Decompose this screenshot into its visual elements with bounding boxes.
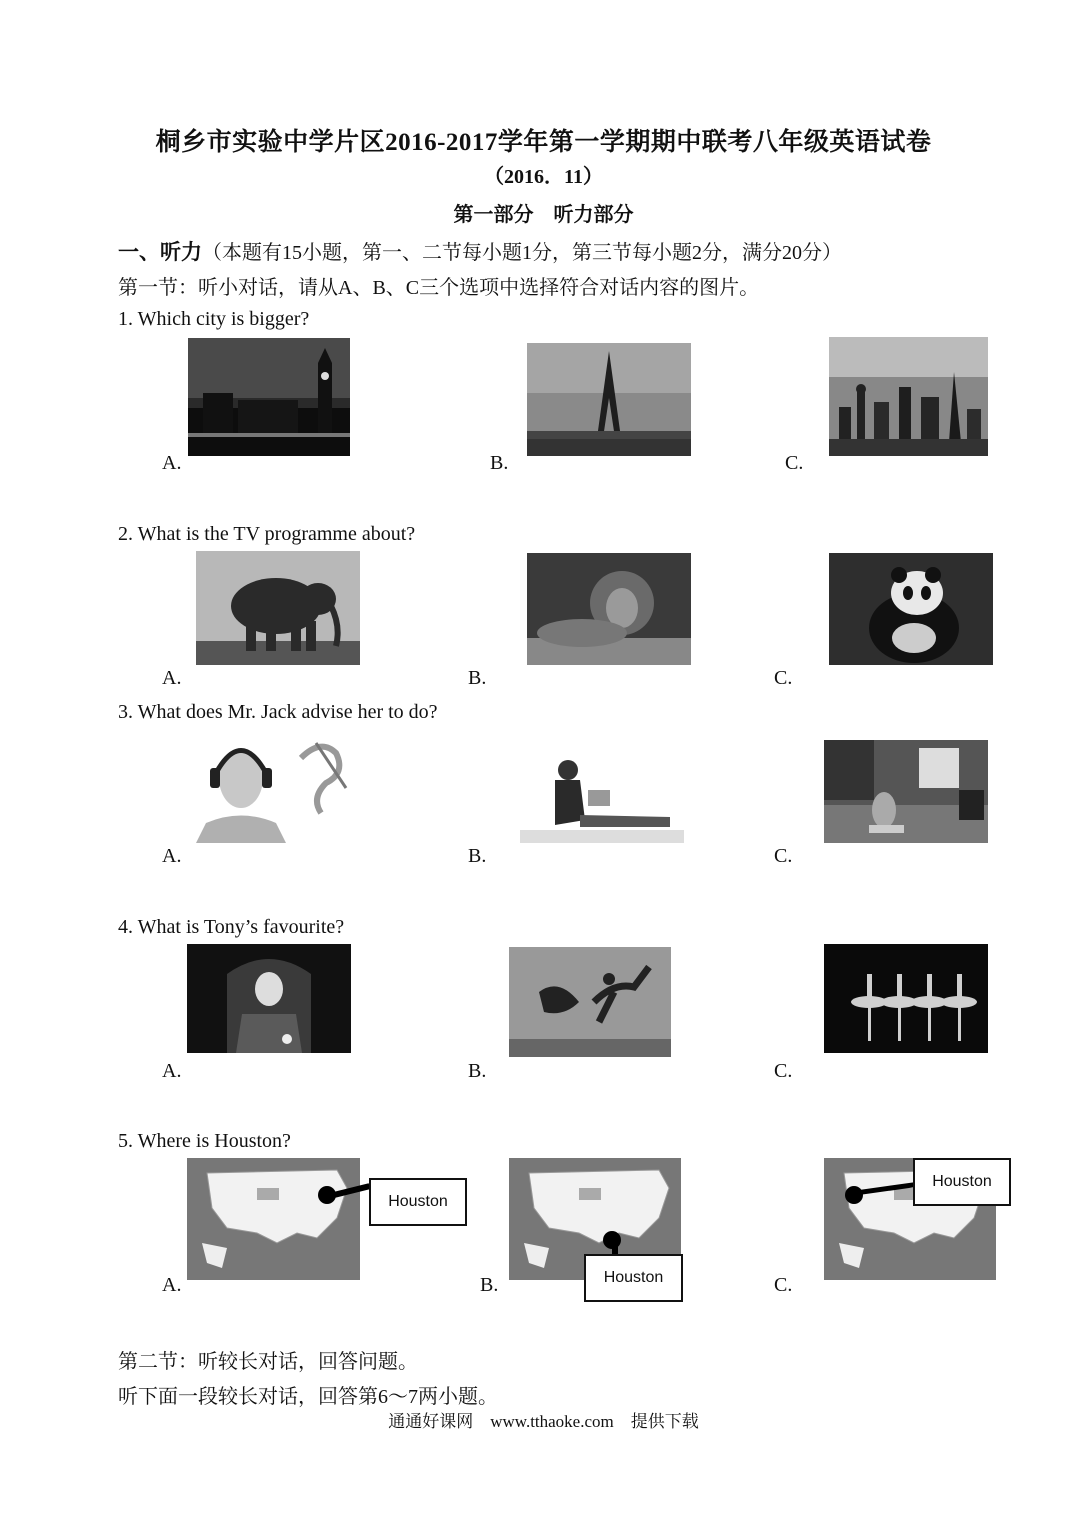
subsection-2-heading: 第二节：听较长对话，回答问题。 (118, 1351, 418, 1373)
q5-option-b[interactable]: B. (480, 1274, 499, 1296)
eiffel-tower-graphic (527, 343, 691, 456)
lion-image (527, 553, 691, 665)
question-1: 1. Which city is bigger? (118, 308, 310, 330)
paris-eiffel-image (527, 343, 691, 456)
dancing-jump-image (509, 947, 671, 1057)
section-heading-row (118, 236, 842, 266)
dancers-leap-graphic (509, 947, 671, 1057)
question-3: 3. What does Mr. Jack advise her to do? (118, 701, 438, 723)
room-reading-image (824, 740, 988, 843)
panda-graphic (829, 553, 993, 665)
elephant-image (196, 551, 360, 665)
q3-option-a[interactable]: A. (162, 845, 182, 867)
houston-label-b: Houston (584, 1254, 683, 1302)
woman-headphones-graphic (196, 728, 360, 843)
exam-date: （2016．11） (484, 166, 603, 188)
ballet-image (824, 944, 988, 1053)
opera-performer-graphic (187, 944, 351, 1053)
q1-option-c[interactable]: C. (785, 452, 804, 474)
shanghai-skyline-image (829, 337, 988, 456)
footer-source: 通通好课网 www.tthaoke.com 提供下载 (388, 1412, 699, 1431)
ballet-dancers-graphic (824, 944, 988, 1053)
section-heading: 一、听力 (118, 240, 202, 264)
subsection-1-instruction: 第一节：听小对话，请从A、B、C三个选项中选择符合对话内容的图片。 (118, 277, 760, 299)
q2-option-b[interactable]: B. (468, 667, 487, 689)
q2-option-c[interactable]: C. (774, 667, 793, 689)
q3-option-b[interactable]: B. (468, 845, 487, 867)
usa-map-a-graphic (187, 1158, 360, 1280)
child-room-graphic (824, 740, 988, 843)
question-5: 5. Where is Houston? (118, 1130, 291, 1152)
q5-option-c[interactable]: C. (774, 1274, 793, 1296)
london-night-image (188, 338, 350, 456)
question-2: 2. What is the TV programme about? (118, 523, 416, 545)
houston-label-c: Houston (913, 1158, 1011, 1206)
panda-image (829, 553, 993, 665)
q4-option-b[interactable]: B. (468, 1060, 487, 1082)
q1-option-b[interactable]: B. (490, 452, 509, 474)
shanghai-skyline-graphic (829, 337, 988, 456)
houston-label-a: Houston (369, 1178, 467, 1226)
lion-graphic (527, 553, 691, 665)
q5-option-a[interactable]: A. (162, 1274, 182, 1296)
q4-option-c[interactable]: C. (774, 1060, 793, 1082)
q2-option-a[interactable]: A. (162, 667, 182, 689)
usa-map-a (187, 1158, 360, 1280)
exam-title: 桐乡市实验中学片区2016-2017学年第一学期期中联考八年级英语试卷 (155, 129, 932, 156)
boy-reading-graphic (520, 755, 684, 843)
beijing-opera-image (187, 944, 351, 1053)
section-heading-note: （本题有15小题，第一、二节每小题1分，第三节每小题2分，满分20分） (202, 242, 842, 264)
subsection-2-instruction: 听下面一段较长对话，回答第6～7两小题。 (118, 1386, 498, 1408)
london-skyline-graphic (188, 338, 350, 456)
part-title: 第一部分 听力部分 (453, 204, 634, 226)
reading-book-image (520, 755, 684, 843)
question-4: 4. What is Tony’s favourite? (118, 916, 345, 938)
q4-option-a[interactable]: A. (162, 1060, 182, 1082)
q1-option-a[interactable]: A. (162, 452, 182, 474)
q3-option-c[interactable]: C. (774, 845, 793, 867)
headphones-music-image (196, 728, 360, 843)
elephant-graphic (196, 551, 360, 665)
